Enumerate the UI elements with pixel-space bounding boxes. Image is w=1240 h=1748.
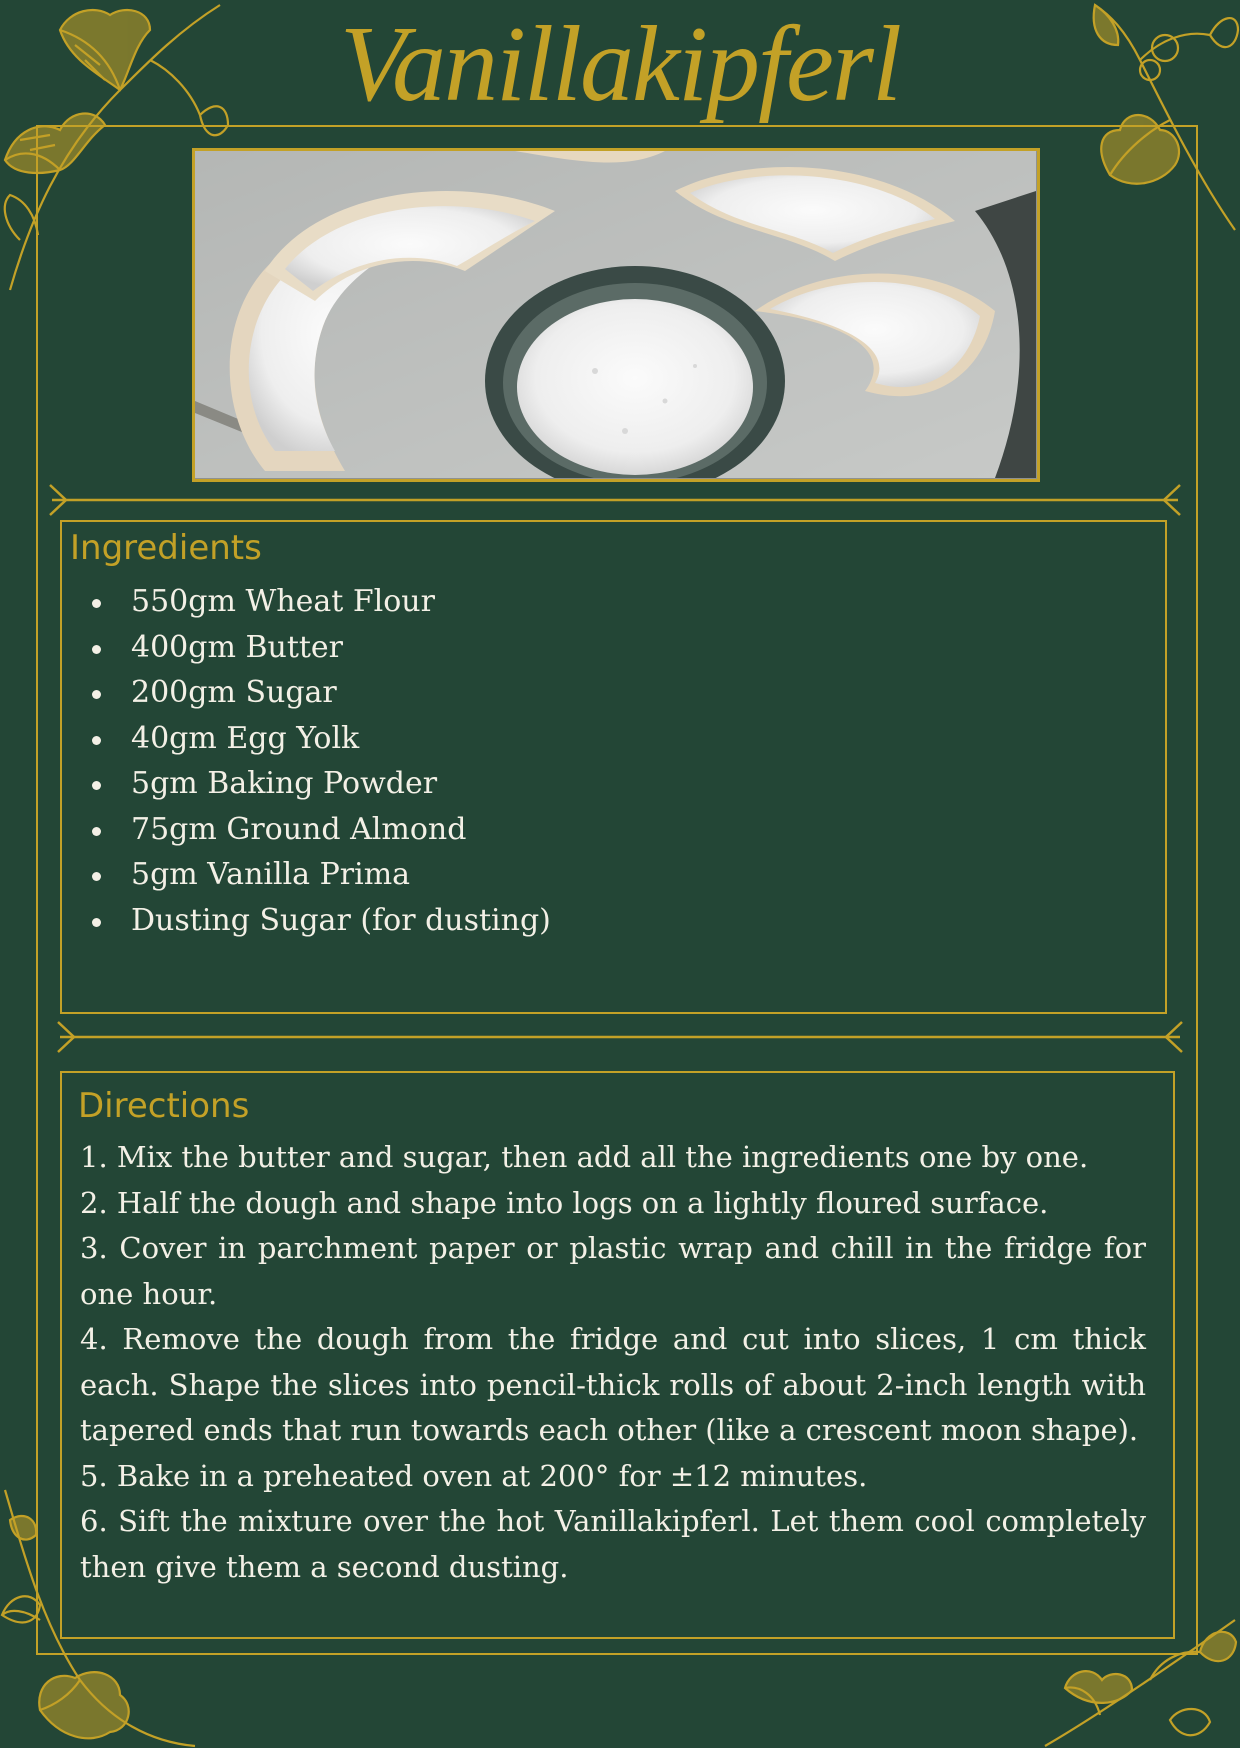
direction-step: 5. Bake in a preheated oven at 200° for ±12 minutes. [80,1458,868,1493]
bullet-icon [92,645,101,654]
ingredient-text: 40gm Egg Yolk [131,720,360,756]
cookie-photo [192,148,1040,482]
bullet-icon [92,690,101,699]
ingredient-text: 75gm Ground Almond [131,811,467,847]
ingredient-text: 400gm Butter [131,629,344,665]
direction-step: 1. Mix the butter and sugar, then add all the ingredients one by one. [80,1140,1089,1174]
direction-step: 6. Sift the mixture over the hot Vanillakipferl. Let them cool completely then give them a second dusting. [80,1504,1146,1584]
ingredient-text: 5gm Vanilla Prima [131,857,411,892]
ingredient-item [90,805,1090,851]
ingredient-item [90,577,1090,623]
ornamental-divider [48,482,1182,518]
ingredient-text: Dusting Sugar (for dusting) [131,902,551,938]
directions-heading: Directions [78,1086,250,1126]
direction-step: 3. Cover in parchment paper or plastic wrap and chill in the fridge for one hour. [80,1231,1146,1311]
bullet-icon [92,736,101,745]
direction-step: 4. Remove the dough from the fridge and cut into slices, 1 cm thick each. Shape the slices into pencil-thick rolls of about 2-inch length with tapered ends that run towards each other (like a crescent moon shape). [80,1322,1146,1447]
bullet-icon [92,781,101,790]
ingredient-item [90,896,1090,942]
ingredient-item [90,714,1090,760]
ingredient-text: 200gm Sugar [131,675,337,710]
directions-list [80,1135,1146,1590]
bullet-icon [92,918,101,927]
ingredient-item [90,759,1090,805]
ingredient-text: 5gm Baking Powder [131,766,438,801]
direction-step: 2. Half the dough and shape into logs on a lightly floured surface. [80,1185,1049,1220]
ingredients-list [90,577,1090,941]
ornamental-divider [56,1019,1184,1055]
ingredient-text: 550gm Wheat Flour [131,584,435,619]
bullet-icon [92,599,101,608]
ingredient-item [90,623,1090,669]
bullet-icon [92,827,101,836]
ingredients-heading: Ingredients [70,528,262,568]
recipe-title: Vanillakipferl [340,5,900,124]
bullet-icon [92,872,101,881]
ingredient-item [90,668,1090,714]
ingredient-item [90,850,1090,896]
